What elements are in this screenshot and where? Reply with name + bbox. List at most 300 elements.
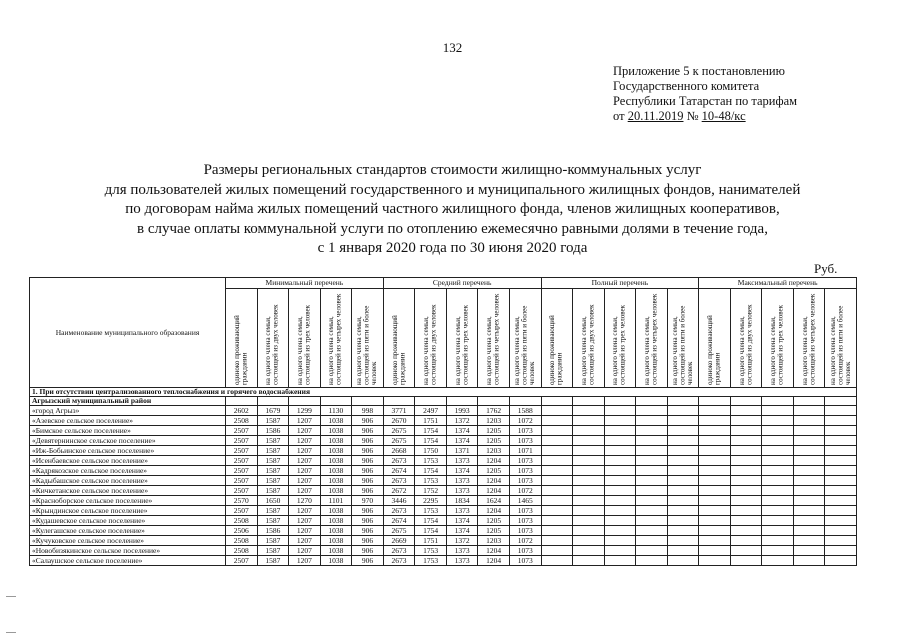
empty-cell xyxy=(825,476,857,486)
value-cell: 1587 xyxy=(257,416,289,426)
value-cell: 906 xyxy=(352,416,384,426)
empty-cell xyxy=(667,397,699,406)
empty-cell xyxy=(793,436,825,446)
empty-cell xyxy=(793,466,825,476)
empty-cell xyxy=(573,546,605,556)
value-cell: 1372 xyxy=(446,416,478,426)
value-cell: 1754 xyxy=(415,466,447,476)
value-cell: 1205 xyxy=(478,466,510,476)
value-cell: 1038 xyxy=(320,466,352,476)
empty-cell xyxy=(793,536,825,546)
empty-cell xyxy=(636,456,668,466)
value-cell: 906 xyxy=(352,476,384,486)
empty-cell xyxy=(793,456,825,466)
value-cell: 2668 xyxy=(383,446,415,456)
subheader-cell xyxy=(667,289,699,388)
empty-cell xyxy=(762,406,794,416)
subheader-text: на одного члена семьи, состоящей из пяти и более человек xyxy=(355,305,379,385)
empty-cell xyxy=(730,536,762,546)
subheader-cell xyxy=(762,289,794,388)
empty-cell xyxy=(573,476,605,486)
value-cell: 1373 xyxy=(446,546,478,556)
empty-cell xyxy=(604,416,636,426)
value-cell: 1587 xyxy=(257,436,289,446)
value-cell: 906 xyxy=(352,466,384,476)
value-cell: 1073 xyxy=(509,436,541,446)
empty-cell xyxy=(699,426,731,436)
subheader-text: на одного члена семьи, состоящей из четырех человек xyxy=(485,293,501,385)
value-cell: 1586 xyxy=(257,526,289,536)
empty-cell xyxy=(604,406,636,416)
empty-cell xyxy=(825,526,857,536)
municipality-name: «Кучуковское сельское поселение» xyxy=(30,536,226,546)
empty-cell xyxy=(541,397,573,406)
empty-cell xyxy=(541,466,573,476)
value-cell: 1203 xyxy=(478,416,510,426)
empty-cell xyxy=(730,546,762,556)
empty-cell xyxy=(825,496,857,506)
value-cell: 906 xyxy=(352,436,384,446)
value-cell: 998 xyxy=(352,406,384,416)
empty-cell xyxy=(573,456,605,466)
value-cell: 1207 xyxy=(289,486,321,496)
empty-cell xyxy=(825,546,857,556)
empty-cell xyxy=(636,496,668,506)
empty-cell xyxy=(825,536,857,546)
value-cell: 1465 xyxy=(509,496,541,506)
empty-cell xyxy=(793,476,825,486)
empty-cell xyxy=(667,456,699,466)
empty-cell xyxy=(636,466,668,476)
value-cell: 1038 xyxy=(320,536,352,546)
empty-cell xyxy=(762,516,794,526)
empty-cell xyxy=(541,406,573,416)
value-cell: 1038 xyxy=(320,546,352,556)
municipality-name: «Крындинское сельское поселение» xyxy=(30,506,226,516)
value-cell: 2507 xyxy=(226,446,258,456)
empty-cell xyxy=(604,526,636,536)
empty-cell xyxy=(793,556,825,566)
empty-cell xyxy=(762,466,794,476)
value-cell: 1751 xyxy=(415,536,447,546)
value-cell: 2508 xyxy=(226,546,258,556)
value-cell: 1374 xyxy=(446,426,478,436)
empty-cell xyxy=(699,526,731,536)
value-cell: 2675 xyxy=(383,436,415,446)
empty-cell xyxy=(541,416,573,426)
value-cell: 2673 xyxy=(383,476,415,486)
empty-cell xyxy=(636,516,668,526)
value-cell: 2507 xyxy=(226,506,258,516)
value-cell: 1038 xyxy=(320,436,352,446)
value-cell: 906 xyxy=(352,506,384,516)
value-cell: 1373 xyxy=(446,476,478,486)
value-cell: 1587 xyxy=(257,536,289,546)
municipality-name: «Новобизякинское сельское поселение» xyxy=(30,546,226,556)
subheader-text: на одного члена семьи, состоящей из трех человек xyxy=(295,305,312,385)
value-cell: 1205 xyxy=(478,516,510,526)
value-cell: 1073 xyxy=(509,506,541,516)
empty-cell xyxy=(604,486,636,496)
empty-cell xyxy=(446,397,478,406)
empty-cell xyxy=(667,426,699,436)
empty-cell xyxy=(762,476,794,486)
value-cell: 2675 xyxy=(383,426,415,436)
empty-cell xyxy=(793,446,825,456)
value-cell: 1587 xyxy=(257,466,289,476)
value-cell: 1373 xyxy=(446,506,478,516)
empty-cell xyxy=(573,426,605,436)
value-cell: 1371 xyxy=(446,446,478,456)
table-row xyxy=(30,536,857,546)
value-cell: 1073 xyxy=(509,466,541,476)
empty-cell xyxy=(793,416,825,426)
table-row xyxy=(30,416,857,426)
value-cell: 1753 xyxy=(415,546,447,556)
margin-mark xyxy=(6,632,16,633)
subheader-text: одиноко проживающий гражданин xyxy=(390,315,407,385)
value-cell: 1072 xyxy=(509,416,541,426)
empty-cell xyxy=(667,416,699,426)
empty-cell xyxy=(573,556,605,566)
empty-cell xyxy=(730,456,762,466)
value-cell: 906 xyxy=(352,426,384,436)
value-cell: 1587 xyxy=(257,506,289,516)
value-cell: 2508 xyxy=(226,416,258,426)
empty-cell xyxy=(636,476,668,486)
empty-cell xyxy=(667,406,699,416)
value-cell: 1073 xyxy=(509,546,541,556)
value-cell: 3446 xyxy=(383,496,415,506)
empty-cell xyxy=(604,476,636,486)
empty-cell xyxy=(604,436,636,446)
empty-cell xyxy=(541,496,573,506)
empty-cell xyxy=(762,536,794,546)
empty-cell xyxy=(604,456,636,466)
empty-cell xyxy=(573,506,605,516)
value-cell: 1207 xyxy=(289,506,321,516)
empty-cell xyxy=(352,397,384,406)
empty-cell xyxy=(541,536,573,546)
value-cell: 1374 xyxy=(446,466,478,476)
subheader-text: на одного члена семьи, состоящей из пяти и более человек xyxy=(828,305,852,385)
subheader-cell xyxy=(320,289,352,388)
value-cell: 2672 xyxy=(383,486,415,496)
empty-cell xyxy=(825,426,857,436)
value-cell: 2507 xyxy=(226,486,258,496)
empty-cell xyxy=(667,466,699,476)
empty-cell xyxy=(573,486,605,496)
value-cell: 1374 xyxy=(446,516,478,526)
empty-cell xyxy=(699,416,731,426)
empty-cell xyxy=(541,546,573,556)
value-cell: 1834 xyxy=(446,496,478,506)
empty-cell xyxy=(699,436,731,446)
value-cell: 2507 xyxy=(226,556,258,566)
appendix-date: 20.11.2019 xyxy=(627,109,684,123)
empty-cell xyxy=(825,556,857,566)
value-cell: 2506 xyxy=(226,526,258,536)
value-cell: 2570 xyxy=(226,496,258,506)
tariff-table xyxy=(29,277,857,566)
empty-cell xyxy=(825,416,857,426)
value-cell: 906 xyxy=(352,486,384,496)
empty-cell xyxy=(636,526,668,536)
value-cell: 1207 xyxy=(289,436,321,446)
value-cell: 1679 xyxy=(257,406,289,416)
subheader-text: одиноко проживающий гражданин xyxy=(706,315,722,385)
empty-cell xyxy=(730,406,762,416)
column-header-name: Наименование муниципального образования xyxy=(30,278,226,388)
empty-cell xyxy=(541,516,573,526)
table-row xyxy=(30,546,857,556)
value-cell: 1299 xyxy=(289,406,321,416)
empty-cell xyxy=(320,397,352,406)
subheader-text: на одного члена семьи, состоящей из двух человек xyxy=(422,304,438,385)
empty-cell xyxy=(541,456,573,466)
value-cell: 1203 xyxy=(478,446,510,456)
empty-cell xyxy=(730,486,762,496)
empty-cell xyxy=(667,516,699,526)
empty-cell xyxy=(541,436,573,446)
table-row xyxy=(30,526,857,536)
empty-cell xyxy=(793,546,825,556)
value-cell: 1993 xyxy=(446,406,478,416)
title-line: с 1 января 2020 года по 30 июня 2020 года xyxy=(317,240,588,256)
empty-cell xyxy=(667,446,699,456)
empty-cell xyxy=(699,496,731,506)
empty-cell xyxy=(825,506,857,516)
margin-mark xyxy=(6,596,16,597)
value-cell: 1207 xyxy=(289,516,321,526)
value-cell: 906 xyxy=(352,546,384,556)
empty-cell xyxy=(573,397,605,406)
subheader-cell xyxy=(289,289,321,388)
value-cell: 1588 xyxy=(509,406,541,416)
empty-cell xyxy=(730,506,762,516)
value-cell: 1204 xyxy=(478,506,510,516)
group-header: Полный перечень xyxy=(541,278,699,289)
subheader-cell xyxy=(636,289,668,388)
empty-cell xyxy=(604,446,636,456)
subheader-cell xyxy=(699,289,731,388)
value-cell: 1270 xyxy=(289,496,321,506)
value-cell: 1751 xyxy=(415,416,447,426)
value-cell: 1373 xyxy=(446,486,478,496)
currency-label: Руб. xyxy=(814,261,838,276)
empty-cell xyxy=(762,446,794,456)
subheader-cell xyxy=(541,289,573,388)
value-cell: 1207 xyxy=(289,546,321,556)
municipality-name: «Кадыбашское сельское поселение» xyxy=(30,476,226,486)
value-cell: 1207 xyxy=(289,466,321,476)
empty-cell xyxy=(478,397,510,406)
value-cell: 906 xyxy=(352,516,384,526)
value-cell: 1754 xyxy=(415,436,447,446)
value-cell: 2507 xyxy=(226,426,258,436)
table-row xyxy=(30,496,857,506)
appendix-number: 10-48/кс xyxy=(701,109,746,123)
empty-cell xyxy=(636,436,668,446)
value-cell: 1587 xyxy=(257,446,289,456)
empty-cell xyxy=(636,546,668,556)
value-cell: 1204 xyxy=(478,546,510,556)
empty-cell xyxy=(825,406,857,416)
empty-cell xyxy=(604,556,636,566)
empty-cell xyxy=(604,426,636,436)
group-header: Средний перечень xyxy=(383,278,541,289)
empty-cell xyxy=(730,556,762,566)
value-cell: 2507 xyxy=(226,476,258,486)
table-row xyxy=(30,436,857,446)
subheader-text: на одного члена семьи, состоящей из двух человек xyxy=(264,304,280,385)
empty-cell xyxy=(667,536,699,546)
value-cell: 2674 xyxy=(383,516,415,526)
value-cell: 1038 xyxy=(320,486,352,496)
municipality-name: «Красноборское сельское поселение» xyxy=(30,496,226,506)
value-cell: 1038 xyxy=(320,526,352,536)
empty-cell xyxy=(699,556,731,566)
empty-cell xyxy=(667,546,699,556)
empty-cell xyxy=(730,446,762,456)
empty-cell xyxy=(667,526,699,536)
empty-cell xyxy=(541,526,573,536)
empty-cell xyxy=(699,466,731,476)
subheader-cell xyxy=(793,289,825,388)
subheader-cell xyxy=(415,289,447,388)
empty-cell xyxy=(699,486,731,496)
empty-cell xyxy=(825,486,857,496)
subheader-cell xyxy=(478,289,510,388)
empty-cell xyxy=(762,426,794,436)
value-cell: 2675 xyxy=(383,526,415,536)
value-cell: 906 xyxy=(352,526,384,536)
empty-cell xyxy=(793,506,825,516)
value-cell: 2673 xyxy=(383,456,415,466)
value-cell: 1624 xyxy=(478,496,510,506)
appendix-note xyxy=(613,64,797,124)
empty-cell xyxy=(825,397,857,406)
value-cell: 1207 xyxy=(289,416,321,426)
subheader-text: на одного члена семьи, состоящей из пяти и более человек xyxy=(670,305,694,385)
value-cell: 1753 xyxy=(415,556,447,566)
value-cell: 1587 xyxy=(257,476,289,486)
empty-cell xyxy=(541,446,573,456)
municipality-name: «Азевское сельское поселение» xyxy=(30,416,226,426)
empty-cell xyxy=(699,506,731,516)
value-cell: 1205 xyxy=(478,526,510,536)
value-cell: 1038 xyxy=(320,506,352,516)
value-cell: 2497 xyxy=(415,406,447,416)
empty-cell xyxy=(825,516,857,526)
subheader-text: на одного члена семьи, состоящей из четырех человек xyxy=(327,293,343,385)
empty-cell xyxy=(257,397,289,406)
group-header: Максимальный перечень xyxy=(699,278,857,289)
empty-cell xyxy=(762,416,794,426)
subheader-cell xyxy=(352,289,384,388)
empty-cell xyxy=(793,516,825,526)
empty-cell xyxy=(604,546,636,556)
empty-cell xyxy=(509,397,541,406)
value-cell: 1073 xyxy=(509,526,541,536)
value-cell: 1038 xyxy=(320,446,352,456)
value-cell: 1038 xyxy=(320,426,352,436)
empty-cell xyxy=(825,456,857,466)
empty-cell xyxy=(667,486,699,496)
value-cell: 970 xyxy=(352,496,384,506)
empty-cell xyxy=(762,546,794,556)
empty-cell xyxy=(699,446,731,456)
empty-cell xyxy=(289,397,321,406)
appendix-line: Государственного комитета xyxy=(613,79,760,93)
value-cell: 1038 xyxy=(320,516,352,526)
value-cell: 1203 xyxy=(478,536,510,546)
empty-cell xyxy=(573,526,605,536)
subheader-cell xyxy=(446,289,478,388)
empty-cell xyxy=(667,496,699,506)
value-cell: 1754 xyxy=(415,516,447,526)
subheader-text: на одного члена семьи, состоящей из пяти и более человек xyxy=(512,305,536,385)
value-cell: 1038 xyxy=(320,476,352,486)
municipality-name: «Кадрякозское сельское поселение» xyxy=(30,466,226,476)
empty-cell xyxy=(730,516,762,526)
empty-cell xyxy=(762,556,794,566)
value-cell: 2673 xyxy=(383,506,415,516)
page-number: 132 xyxy=(442,40,463,55)
title-line: для пользователей жилых помещений государственного и муниципального жилищных фондов, нанимателей xyxy=(104,181,801,198)
empty-cell xyxy=(604,536,636,546)
subheader-cell xyxy=(825,289,857,388)
empty-cell xyxy=(415,397,447,406)
table-row xyxy=(30,456,857,466)
value-cell: 1073 xyxy=(509,426,541,436)
empty-cell xyxy=(636,506,668,516)
empty-cell xyxy=(604,466,636,476)
subheader-text: на одного члена семьи, состоящей из трех человек xyxy=(611,305,627,385)
empty-cell xyxy=(762,397,794,406)
value-cell: 1753 xyxy=(415,456,447,466)
group-header: Минимальный перечень xyxy=(226,278,384,289)
municipality-name: «Девятернинское сельское поселение» xyxy=(30,436,226,446)
value-cell: 2508 xyxy=(226,536,258,546)
value-cell: 1207 xyxy=(289,446,321,456)
value-cell: 1587 xyxy=(257,556,289,566)
value-cell: 906 xyxy=(352,536,384,546)
empty-cell xyxy=(762,456,794,466)
value-cell: 1753 xyxy=(415,476,447,486)
subheader-cell xyxy=(257,289,289,388)
subheader-cell xyxy=(509,289,541,388)
value-cell: 2674 xyxy=(383,466,415,476)
value-cell: 1207 xyxy=(289,456,321,466)
value-cell: 1754 xyxy=(415,526,447,536)
empty-cell xyxy=(636,406,668,416)
value-cell: 2673 xyxy=(383,556,415,566)
value-cell: 2507 xyxy=(226,436,258,446)
appendix-number-sign: № xyxy=(683,109,702,123)
empty-cell xyxy=(573,536,605,546)
value-cell: 1205 xyxy=(478,426,510,436)
value-cell: 1762 xyxy=(478,406,510,416)
subheader-cell xyxy=(383,289,415,388)
empty-cell xyxy=(730,526,762,536)
municipality-name: «город Агрыз» xyxy=(30,406,226,416)
municipality-name: «Исенбаевское сельское поселение» xyxy=(30,456,226,466)
empty-cell xyxy=(825,446,857,456)
value-cell: 906 xyxy=(352,456,384,466)
value-cell: 906 xyxy=(352,446,384,456)
empty-cell xyxy=(762,526,794,536)
